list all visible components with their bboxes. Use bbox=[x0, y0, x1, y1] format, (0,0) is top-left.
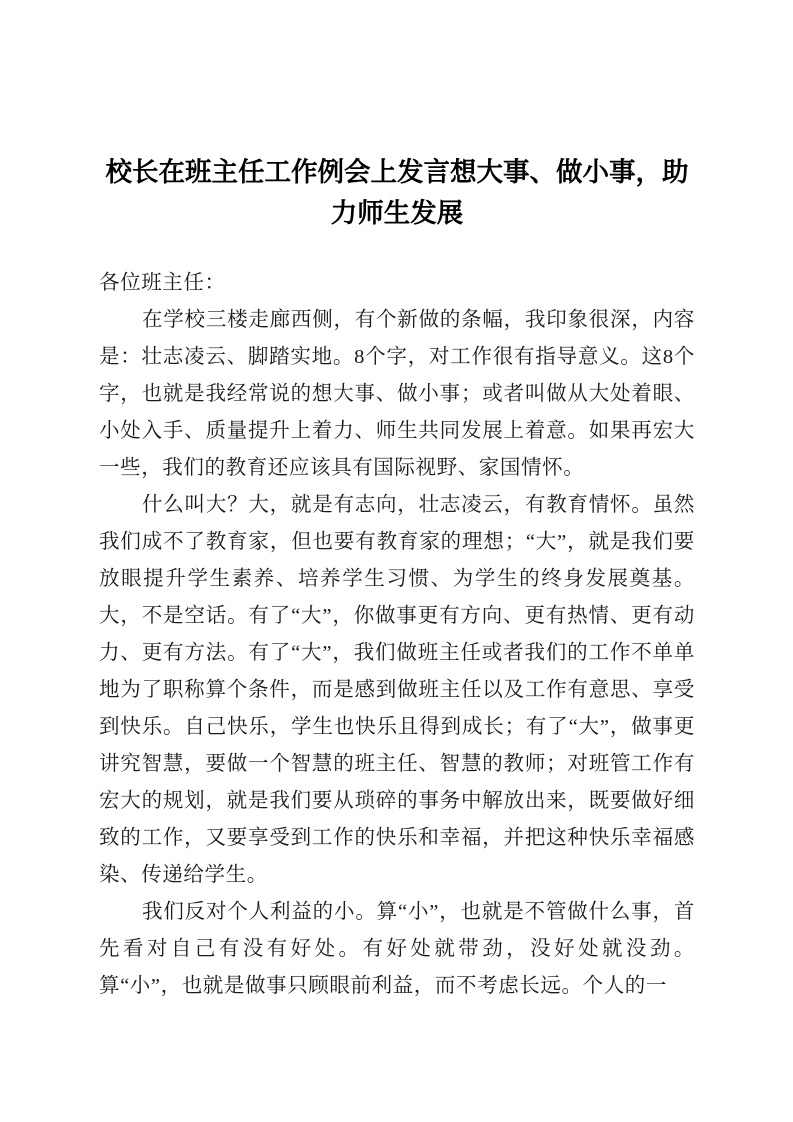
paragraph-3: 我们反对个人利益的小。算“小”，也就是不管做什么事，首先看对自己有没有好处。有好处就带劲，没好处就没劲。算“小”，也就是做事只顾眼前利益，而不考虑长远。个人的一 bbox=[99, 901, 695, 997]
paragraph-2: 什么叫大？大，就是有志向，壮志凌云，有教育情怀。虽然我们成不了教育家，但也要有教育家的理想；“大”，就是我们要放眼提升学生素养、培养学生习惯、为学生的终身发展奠基。大，不是空话。有了“大”，你做事更有方向、更有热情、更有动力、更有方法。有了“大”，我们做班主任或者我们的工作不单单地为了职称算个条件，而是感到做班主任以及工作有意思、享受到快乐。自己快乐，学生也快乐且得到成长；有了“大”，做事更讲究智慧，要做一个智慧的班主任、智慧的教师；对班管工作有宏大的规划，就是我们要从琐碎的事务中解放出来，既要做好细致的工作，又要享受到工作的快乐和幸福，并把这种快乐幸福感染、传递给学生。 bbox=[99, 494, 695, 886]
page-title: 校长在班主任工作例会上发言想大事、做小事，助力师生发展 bbox=[105, 157, 689, 228]
document-body bbox=[99, 265, 695, 1005]
paragraph-1: 在学校三楼走廊西侧，有个新做的条幅，我印象很深，内容是：壮志凌云、脚踏实地。8个字，对工作很有指导意义。这8个字，也就是我经常说的想大事、做小事；或者叫做从大处着眼、小处入手、质量提升上着力、师生共同发展上着意。如果再宏大一些，我们的教育还应该具有国际视野、家国情怀。 bbox=[99, 309, 695, 479]
salutation-line: 各位班主任： bbox=[99, 272, 226, 294]
document-content bbox=[99, 0, 695, 1005]
